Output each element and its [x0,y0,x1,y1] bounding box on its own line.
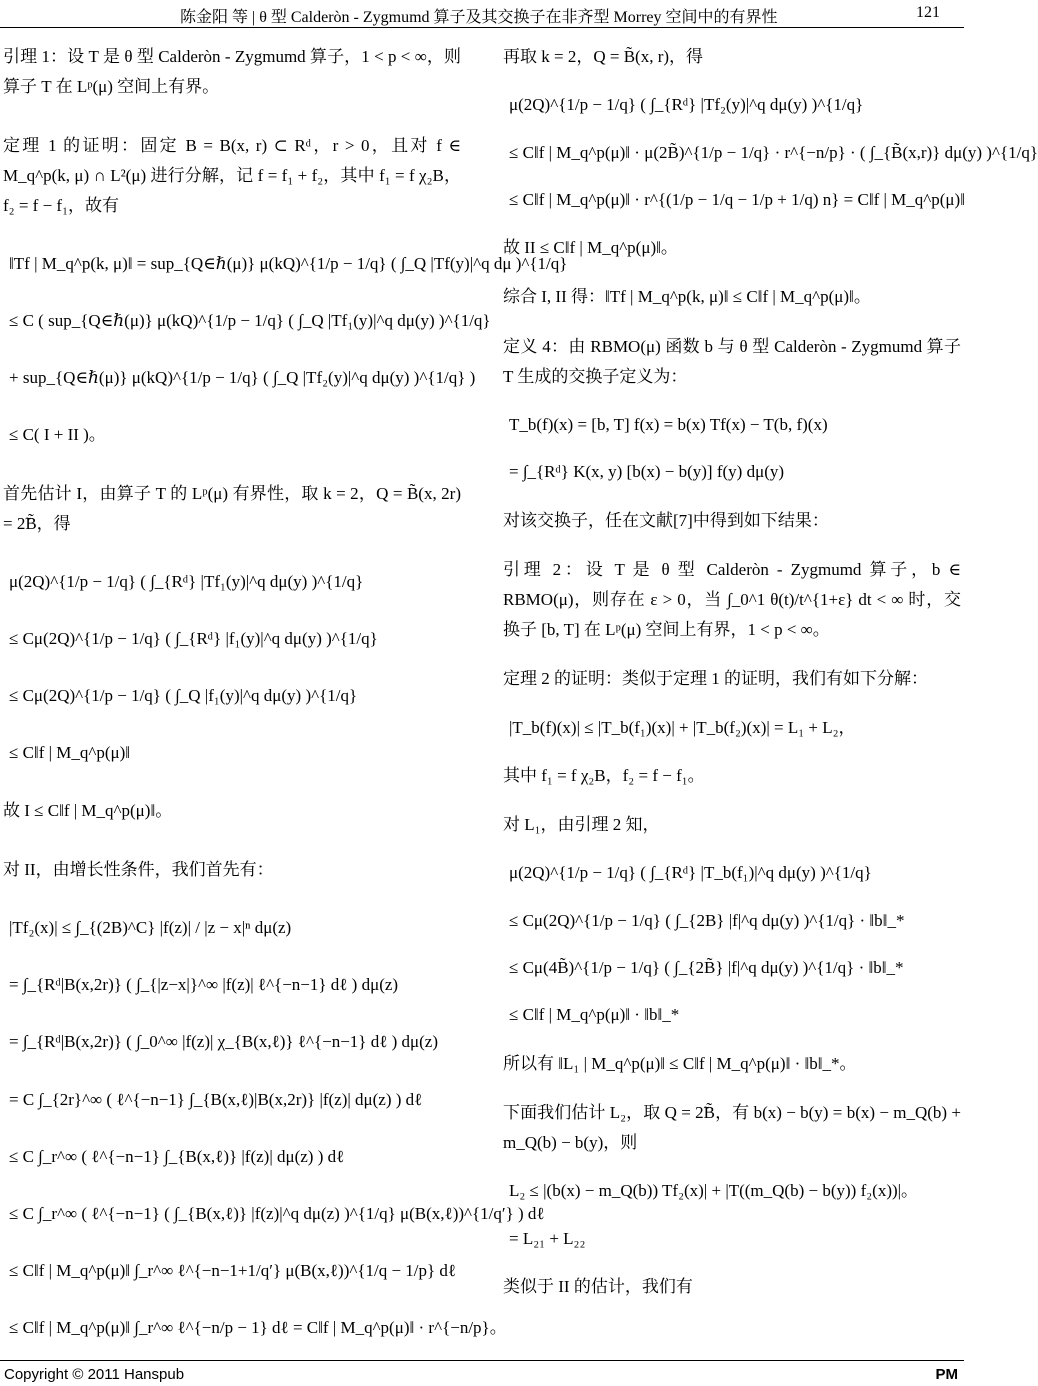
journal-abbreviation: PM [935,1366,958,1383]
paragraph: 定理 1 的证明：固定 B = B(x, r) ⊂ Rᵈ，r > 0，且对 f ∈ M_q^p(k, μ) ∩ L²(μ) 进行分解，记 f = f₁ + f₂，其中 f₁ = f χ₂B，f₂ = f − f₁，故有 [3,136,461,216]
equation-line: ‖Tf | M_q^p(k, μ)‖ = sup_{Q∈ℏ(μ)} μ(kQ)^{1/p − 1/q} ( ∫_Q |Tf(y)|^q dμ )^{1/q} [9,254,568,274]
paragraph: 首先估计 I，由算子 T 的 Lᵖ(μ) 有界性，取 k = 2，Q = B̃(x, 2r) = 2̃B̃，得 [3,483,461,533]
equation-line: = ∫_{Rᵈ} K(x, y) [b(x) − b(y)] f(y) dμ(y) [509,462,785,482]
page-number: 121 [916,4,940,21]
equation-line: μ(2Q)^{1/p − 1/q} ( ∫_{Rᵈ} |T_b(f₁)|^q dμ(y) )^{1/q} [509,863,872,883]
equation-line: = C ∫_{2r}^∞ ( ℓ^{−n−1} ∫_{B(x,ℓ)|B(x,2r)} |f(z)| dμ(z) ) dℓ [9,1089,423,1109]
equation-line: = L₂₁ + L₂₂ [509,1228,586,1248]
equation-line: ≤ C ∫_r^∞ ( ℓ^{−n−1} ( ∫_{B(x,ℓ)} |f(z)|^q dμ(z) )^{1/q} μ(B(x,ℓ))^{1/q′} ) dℓ [9,1203,545,1223]
page-footer [0,1360,964,1386]
footer-rule [0,1360,964,1361]
equation-line: |Tf₂(x)| ≤ ∫_{(2B)^C} |f(z)| / |z − x|ⁿ dμ(z) [9,918,292,938]
page-header [0,0,964,30]
equation-line: ≤ Cμ(2Q)^{1/p − 1/q} ( ∫_{2B} |f|^q dμ(y) )^{1/q} · ‖b‖_* [509,910,905,930]
paragraph: 定义 4：由 RBMO(μ) 函数 b 与 θ 型 Calderòn - Zygmumd 算子 T 生成的交换子定义为： [503,336,961,386]
equation-line: L₂ ≤ |(b(x) − m_Q(b)) Tf₂(x)| + |T((m_Q(b) − b(y)) f₂(x))|。 [509,1181,919,1201]
running-title: 陈金阳 等 | θ 型 Calderòn - Zygmumd 算子及其交换子在非齐型 Morrey 空间中的有界性 [180,9,778,26]
equation-line: ≤ C ∫_r^∞ ( ℓ^{−n−1} ∫_{B(x,ℓ)} |f(z)| dμ(z) ) dℓ [9,1146,345,1166]
equation-line: ≤ Cμ(4B̃)^{1/p − 1/q} ( ∫_{2B̃} |f|^q dμ(y) )^{1/q} · ‖b‖_* [509,958,904,978]
equation-line: ≤ C‖f | M_q^p(μ)‖ · ‖b‖_* [509,1005,680,1025]
paragraph: 下面我们估计 L₂，取 Q = 2̃B̃，有 b(x) − b(y) = b(x) − m_Q(b) + m_Q(b) − b(y)，则 [503,1102,961,1152]
right-column [503,42,1038,1302]
copyright-notice: Copyright © 2011 Hanspub [4,1366,185,1383]
equation-line: μ(2Q)^{1/p − 1/q} ( ∫_{Rᵈ} |Tf₁(y)|^q dμ(y) )^{1/q} [9,571,364,591]
equation-line: ≤ Cμ(2Q)^{1/p − 1/q} ( ∫_Q |f₁(y)|^q dμ(y) )^{1/q} [9,685,358,705]
paragraph: 引理 1：设 T 是 θ 型 Calderòn - Zygmumd 算子，1 < p < ∞，则算子 T 在 Lᵖ(μ) 空间上有界。 [3,47,461,96]
equation-line: T_b(f)(x) = [b, T] f(x) = b(x) Tf(x) − T(b, f)(x) [509,415,828,435]
header-rule [0,27,964,28]
equation-line: μ(2Q)^{1/p − 1/q} ( ∫_{Rᵈ} |Tf₂(y)|^q dμ(y) )^{1/q} [509,95,864,115]
equation-line: ≤ C‖f | M_q^p(μ)‖ · r^{(1/p − 1/q − 1/p + 1/q) n} = C‖f | M_q^p(μ)‖ [509,189,965,209]
equation-line: ≤ C ( sup_{Q∈ℏ(μ)} μ(kQ)^{1/p − 1/q} ( ∫_Q |Tf₁(y)|^q dμ(y) )^{1/q} [9,311,491,331]
paragraph: 故 II ≤ C‖f | M_q^p(μ)‖。 [503,238,678,258]
equation-line: ≤ C‖f | M_q^p(μ)‖ [9,742,131,762]
paragraph: 故 I ≤ C‖f | M_q^p(μ)‖。 [3,801,173,821]
equation-line: ≤ Cμ(2Q)^{1/p − 1/q} ( ∫_{Rᵈ} |f₁(y)|^q dμ(y) )^{1/q} [9,628,378,648]
paragraph: 对该交换子，任在文献[7]中得到如下结果： [503,510,829,530]
paragraph: 定理 2 的证明：类似于定理 1 的证明，我们有如下分解： [503,669,928,689]
paragraph: 对 L₁，由引理 2 知， [503,815,660,835]
paragraph: 再取 k = 2，Q = B̃(x, r)，得 [503,47,704,66]
equation-line: ≤ C‖f | M_q^p(μ)‖ ∫_r^∞ ℓ^{−n−1+1/q′} μ(B(x,ℓ))^{1/q − 1/p} dℓ [9,1260,457,1280]
equation-line: ≤ C‖f | M_q^p(μ)‖ · μ(2B̃)^{1/p − 1/q} · r^{−n/p} · ( ∫_{B̃(x,r)} dμ(y) )^{1/q} [509,142,1038,162]
paragraph: 所以有 ‖L₁ | M_q^p(μ)‖ ≤ C‖f | M_q^p(μ)‖ · ‖b‖_*。 [503,1053,857,1073]
equation-line: = ∫_{Rᵈ|B(x,2r)} ( ∫_0^∞ |f(z)| χ_{B(x,ℓ)} ℓ^{−n−1} dℓ ) dμ(z) [9,1032,438,1052]
equation-line: + sup_{Q∈ℏ(μ)} μ(kQ)^{1/p − 1/q} ( ∫_Q |Tf₂(y)|^q dμ(y) )^{1/q} ) [9,368,476,388]
equation-line: = ∫_{Rᵈ|B(x,2r)} ( ∫_{|z−x|}^∞ |f(z)| ℓ^{−n−1} dℓ ) dμ(z) [9,975,399,995]
paragraph: 其中 f₁ = f χ₂B，f₂ = f − f₁。 [503,765,705,785]
paragraph: 对 II，由增长性条件，我们首先有： [3,860,274,880]
equation-line: ≤ C( I + II )。 [9,425,106,445]
equation-line: ≤ C‖f | M_q^p(μ)‖ ∫_r^∞ ℓ^{−n/p − 1} dℓ = C‖f | M_q^p(μ)‖ · r^{−n/p}。 [9,1317,507,1337]
paragraph: 类似于 II 的估计，我们有 [503,1276,693,1296]
equation-line: |T_b(f)(x)| ≤ |T_b(f₁)(x)| + |T_b(f₂)(x)| = L₁ + L₂， [509,717,856,737]
paragraph: 综合 I, II 得：‖Tf | M_q^p(k, μ)‖ ≤ C‖f | M_q^p(μ)‖。 [503,287,871,307]
paragraph: 引理 2：设 T 是 θ 型 Calderòn - Zygmumd 算子，b ∈ RBMO(μ)，则存在 ε > 0，当 ∫_0^1 θ(t)/t^{1+ε} dt < ∞ 时，交换子 [b, T] 在 Lᵖ(μ) 空间上有界，1 < p < ∞。 [503,559,961,639]
